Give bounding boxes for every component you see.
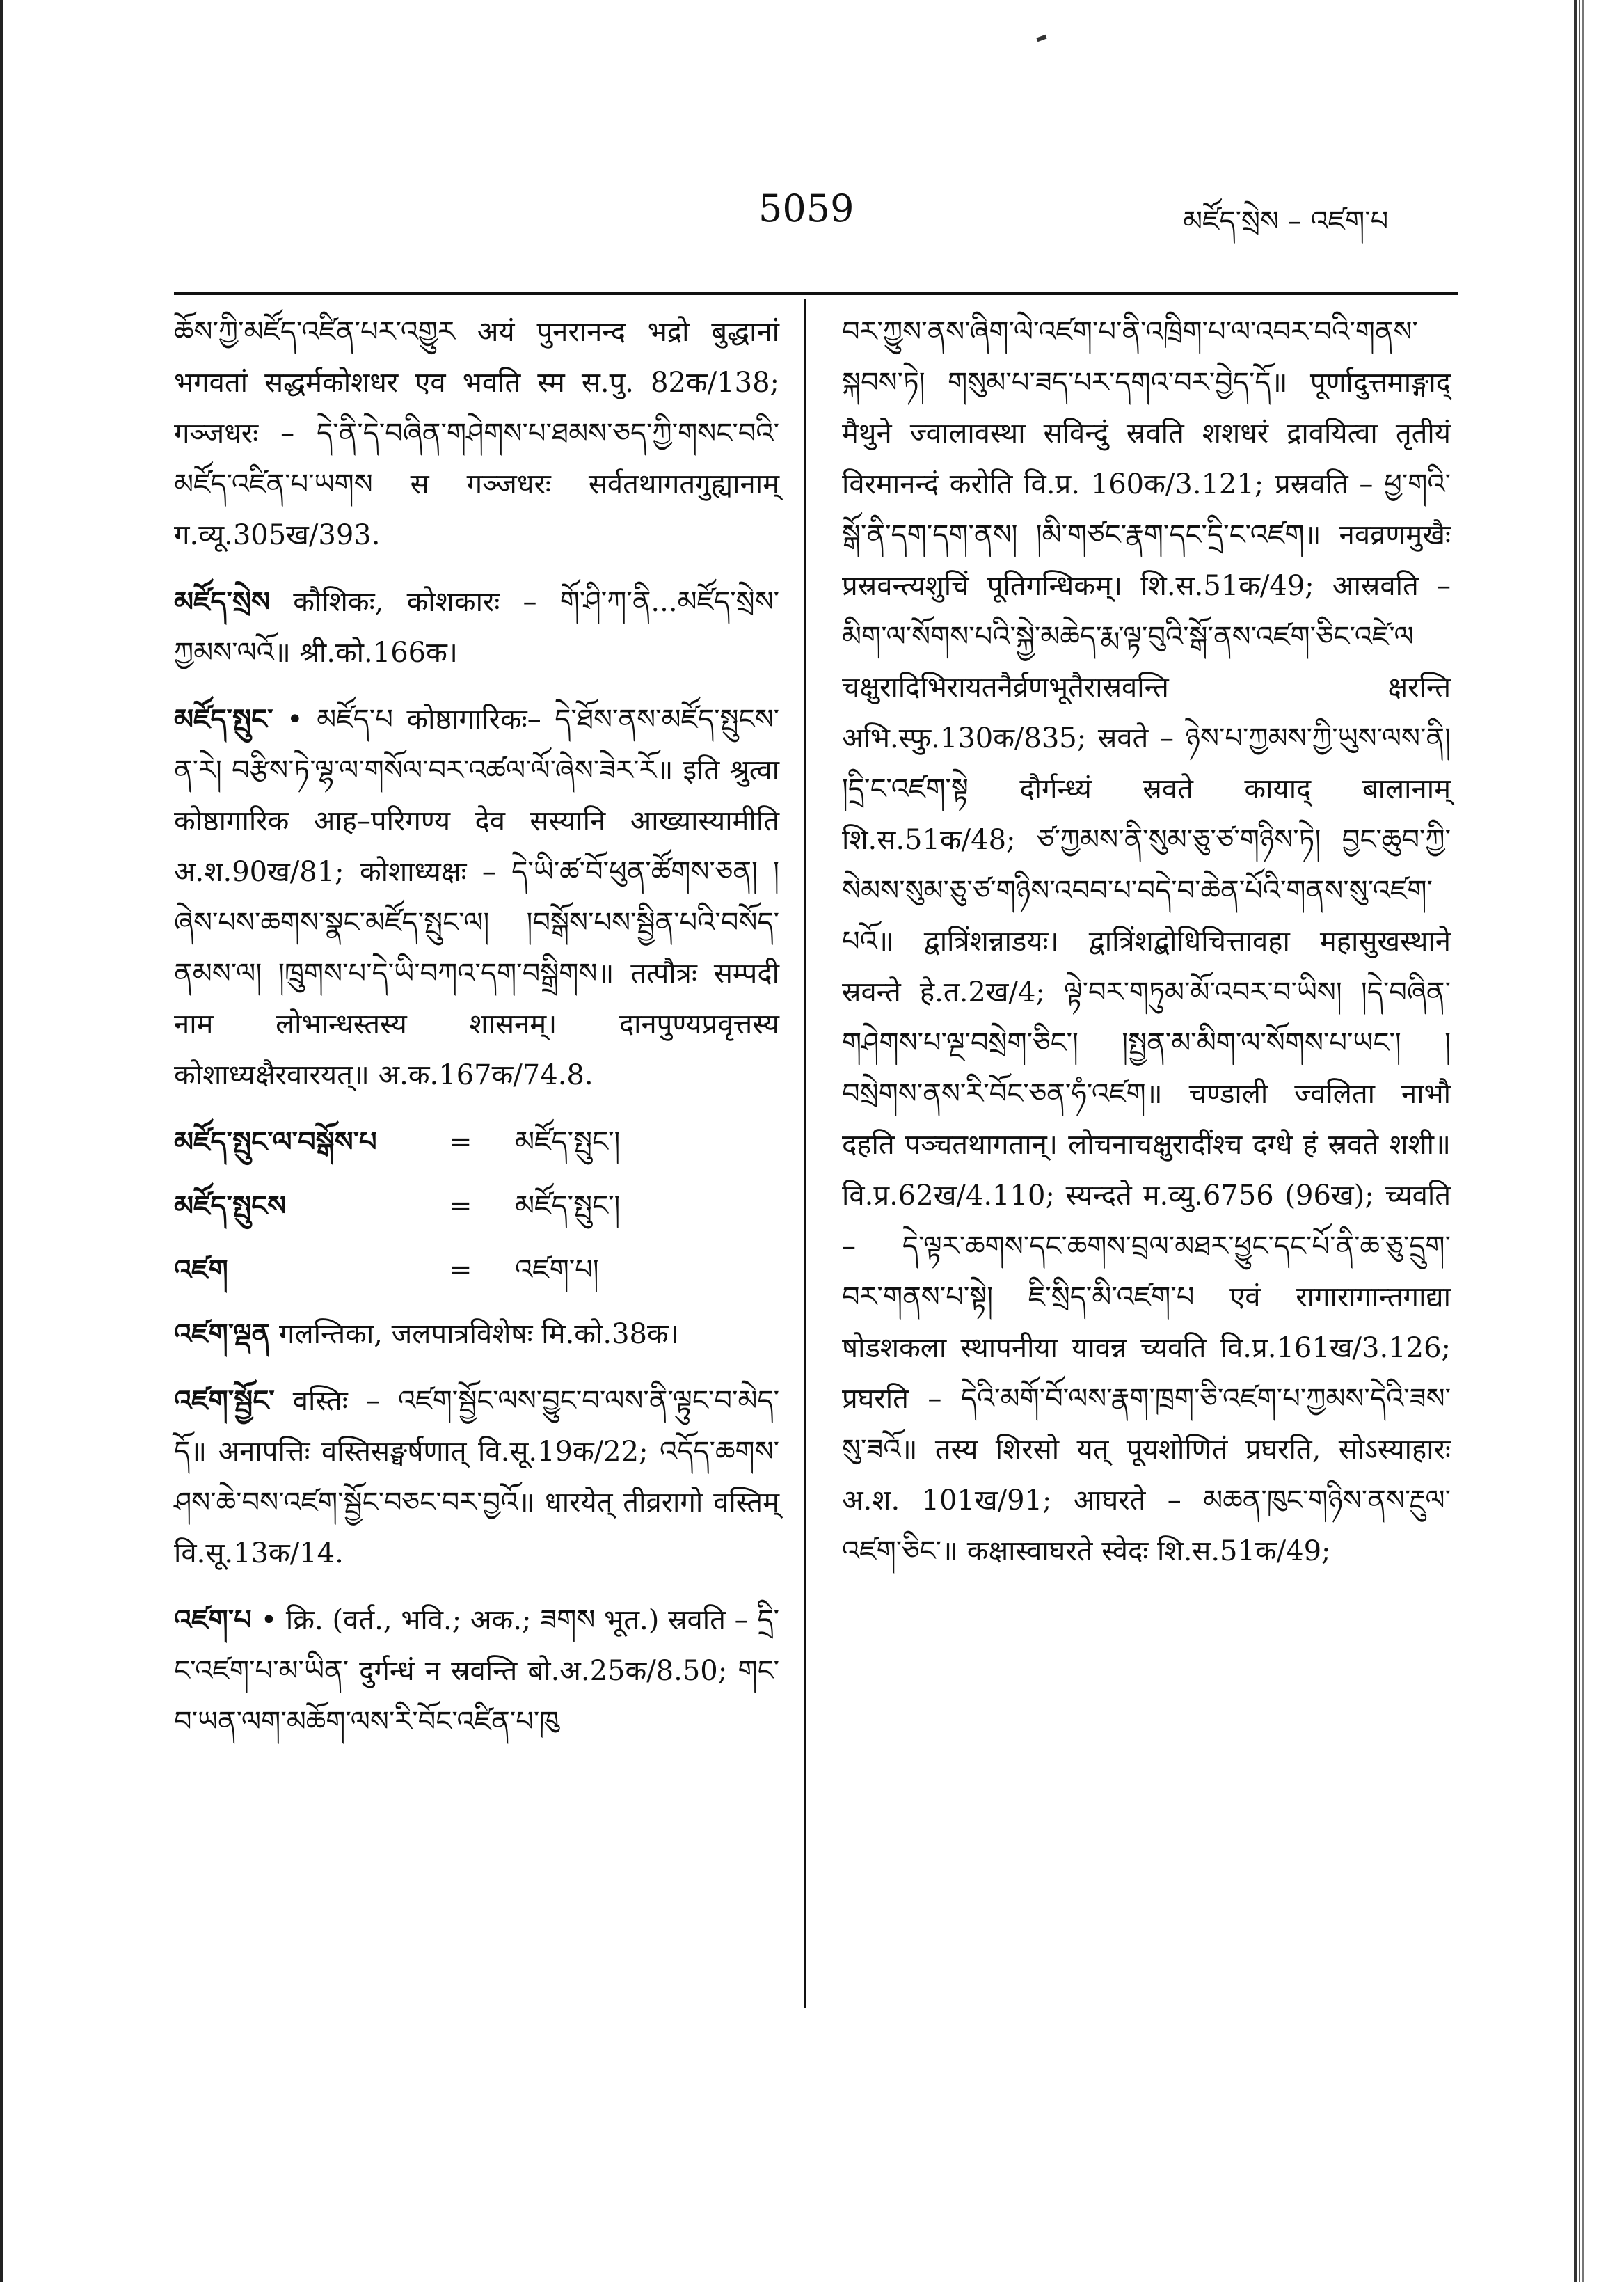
- cross-reference-row: [174, 1244, 779, 1296]
- entry-body: गलन्तिका, जलपात्रविशेषः मि.को.38क।: [279, 1318, 679, 1350]
- dictionary-entry: [174, 306, 779, 561]
- header-rule: [174, 292, 1458, 295]
- cross-reference-term: མཛོད་སྤུང་ལ་བསྒོས་པ: [174, 1125, 377, 1158]
- dictionary-entry: [174, 576, 779, 679]
- equals-sign: =: [449, 1126, 472, 1158]
- entry-body: ཆོས་ཀྱི་མཛོད་འཛིན་པར་འགྱུར अयं पुनरानन्द भद्रो बुद्धानां भगवतां सद्धर्मकोशधर एव भवति स्म स.पु. 82क/138; गञ्जधरः – དེ་ནི་དེ་བཞིན་གཤེགས་པ་ཐམས་ཅད་ཀྱི་གསང་བའི་མཛོད་འཛིན་པ་ཡགས स गञ्जधरः सर्वतथागतगुह्यानाम् ग.व्यू.305ख/393.: [174, 316, 779, 551]
- entry-headword: འཛག་སྦྱོང་: [174, 1384, 275, 1417]
- cross-reference-row: [174, 1180, 779, 1232]
- dictionary-entry: [174, 1308, 779, 1360]
- entry-headword: མཛོད་སྲེས: [174, 585, 271, 618]
- scan-speck: [1036, 35, 1046, 42]
- book-spine-edge: [1574, 0, 1586, 2282]
- dictionary-entry: [174, 694, 779, 1101]
- dictionary-entry: [174, 1594, 779, 1748]
- entry-body: • क्रि. (वर्त., भवि.; अक.; ཟགས भूत.) स्रवति – དྲི་ང་འཛག་པ་མ་ཡིན་ दुर्गन्धं न स्रवन्ति बो.अ.25क/8.50; གང་བ་ཡན་ལག་མཆོག་ལས་རི་བོང་འཛིན་པ་ཁུ: [174, 1604, 779, 1738]
- page-left-edge: [0, 0, 3, 2282]
- entry-body: • མཛོད་པ कोष्ठागारिकः– དེ་ཐོས་ནས་མཛོད་སྤུངས་ན་རེ། བརྩིས་ཏེ་ལྷ་ལ་གསོལ་བར་འཚལ་ལོ་ཞེས་ཟེར་རོ॥ इति श्रुत्वा कोष्ठागारिक आह–परिगण्य देव सस्यानि आख्यास्यामीति अ.श.90ख/81; कोशाध्यक्षः – དེ་ཡི་ཚ་བོ་ཕུན་ཚོགས་ཅན། །ཞེས་པས་ཆགས་སྣང་མཛོད་སྤུང་ལ། །བསྒོས་པས་སྦྱིན་པའི་བསོད་ནམས་ལ། །ཁྲུགས་པ་དེ་ཡི་བཀའ་དག་བསྒྲིགས॥ तत्पौत्रः सम्पदी नाम लोभान्धस्तस्य शासनम्। दानपुण्यप्रवृत्तस्य कोशाध्यक्षैरवारयत्॥ अ.क.167क/74.8.: [174, 704, 779, 1091]
- column-divider: [804, 299, 806, 2008]
- right-column: [842, 306, 1451, 1592]
- cross-reference-target: མཛོད་སྤུང་།: [515, 1126, 621, 1158]
- equals-sign: =: [449, 1190, 472, 1222]
- page-number: 5059: [758, 187, 854, 230]
- cross-reference-target: འཛག་པ།: [515, 1254, 599, 1286]
- entry-headword: འཛག་པ: [174, 1603, 252, 1636]
- entry-headword: མཛོད་སྤུང་: [174, 703, 273, 736]
- entry-body: वस्तिः – འཛག་སྦྱོང་ལས་བྱུང་བ་ལས་ནི་ལྟུང་བ་མེད་དོ॥ अनापत्तिः वस्तिसङ्घर्षणात् वि.सू.19क/22; འདོད་ཆགས་ཤས་ཆེ་བས་འཛག་སྦྱོང་བཅང་བར་བྱའོ॥ धारयेत् तीव्ररागो वस्तिम् वि.सू.13क/14.: [174, 1385, 779, 1569]
- entry-body: བར་ཀྱུས་ནས་ཞིག་ལེ་འཛག་པ་ནི་འཁྲིག་པ་ལ་འབར་བའི་གནས་སྐབས་ཏེ། གསུམ་པ་ཟད་པར་དགའ་བར་བྱེད་དོ॥ पूर्णादुत्तमाङ्गाद् मैथुने ज्वालावस्था सविन्दुं स्रवति शशधरं द्रावयित्वा तृतीयं विरमानन्दं करोति वि.प्र. 160क/3.121; प्रस्रवति – ཕྱ་གའི་སྒོ་ནི་དག་དག་ནས། །མི་གཙང་རྣག་དང་དྲི་ང་འཛག॥ नवव्रणमुखैः प्रस्रवन्त्यशुचिं पूतिगन्धिकम्। शि.स.51क/49; आस्रवति – མིག་ལ་སོགས་པའི་སྐྱེ་མཆེད་རྨ་ལྟ་བུའི་སྒོ་ནས་འཛག་ཅིང་འཛེ་ལ चक्षुरादिभिरायतनैर्व्रणभूतैरास्रवन्ति क्षरन्ति अभि.स्फु.130क/835; स्रवते – ཉེས་པ་ཀྱམས་ཀྱི་ཡུས་ལས་ནི། །དྲི་ང་འཛག་སྟེ दौर्गन्ध्यं स्रवते कायाद् बालानाम् शि.स.51क/48; ཙ་ཀྱམས་ནི་སུམ་ཅུ་ཙ་གཉིས་ཏེ། བྱང་ཆུབ་ཀྱི་སེམས་སུམ་ཅུ་ཙ་གཉིས་འབབ་པ་བདེ་བ་ཆེན་པོའི་གནས་སུ་འཛག་པའོ॥ द्वात्रिंशन्नाडयः। द्वात्रिंशद्बोधिचित्तावहा महासुखस्थाने स्रवन्ते हे.त.2ख/4; ལྟེ་བར་གཏུམ་མོ་འབར་བ་ཡིས། །དེ་བཞིན་གཤེགས་པ་ལྔ་བསྲེག་ཅིང་། །སྤྱན་མ་མིག་ལ་སོགས་པ་ཡང་། །བསྲེགས་ནས་རི་བོང་ཅན་ཧཾ་འཛག॥ चण्डाली ज्वलिता नाभौ दहति पञ्चतथागतान्। लोचनाचक्षुरादींश्च दग्धे हं स्रवते शशी॥ वि.प्र.62ख/4.110; स्यन्दते म.व्यु.6756 (96ख); च्यवति – དེ་ལྟར་ཆགས་དང་ཆགས་བྲལ་མཐར་ཕྱུང་དང་པོ་ནི་ཆ་ཅུ་དྲུག་བར་གནས་པ་སྟེ། ཇི་སྲིད་མི་འཛག་པ एवं रागारागान्तगाद्या षोडशकला स्थापनीया यावन्न च्यवति वि.प्र.161ख/3.126; प्रघरति – དེའི་མགོ་བོ་ལས་རྣག་ཁྲག་ཅི་འཛག་པ་ཀྱམས་དེའི་ཟས་སུ་ཟའོ॥ तस्य शिरसो यत् पूयशोणितं प्रघरति, सोऽस्याहारः अ.श. 101ख/91; आघरते – མཆན་ཁུང་གཉིས་ནས་རྔུལ་འཛག་ཅིང་॥ कक्षास्वाघरते स्वेदः शि.स.51क/49;: [842, 316, 1451, 1567]
- cross-reference-row: [174, 1116, 779, 1168]
- cross-reference-term: འཛག: [174, 1253, 228, 1286]
- entry-body: कौशिकः, कोशकारः – གོ་ཤི་ཀ་ནི...མཛོད་སྲེས་ཀྱམས་ལའོ॥ श्री.को.166क।: [174, 586, 779, 669]
- equals-sign: =: [449, 1254, 472, 1286]
- running-head: མཛོད་སྲེས – འཛག་པ: [1183, 205, 1389, 237]
- dictionary-entry-continued: [842, 306, 1451, 1577]
- dictionary-entry: [174, 1375, 779, 1579]
- cross-reference-term: མཛོད་སྤུངས: [174, 1189, 287, 1222]
- left-column: [174, 306, 779, 1763]
- entry-headword: འཛག་ལྡན: [174, 1317, 271, 1350]
- cross-reference-target: མཛོད་སྤུང་།: [515, 1190, 621, 1222]
